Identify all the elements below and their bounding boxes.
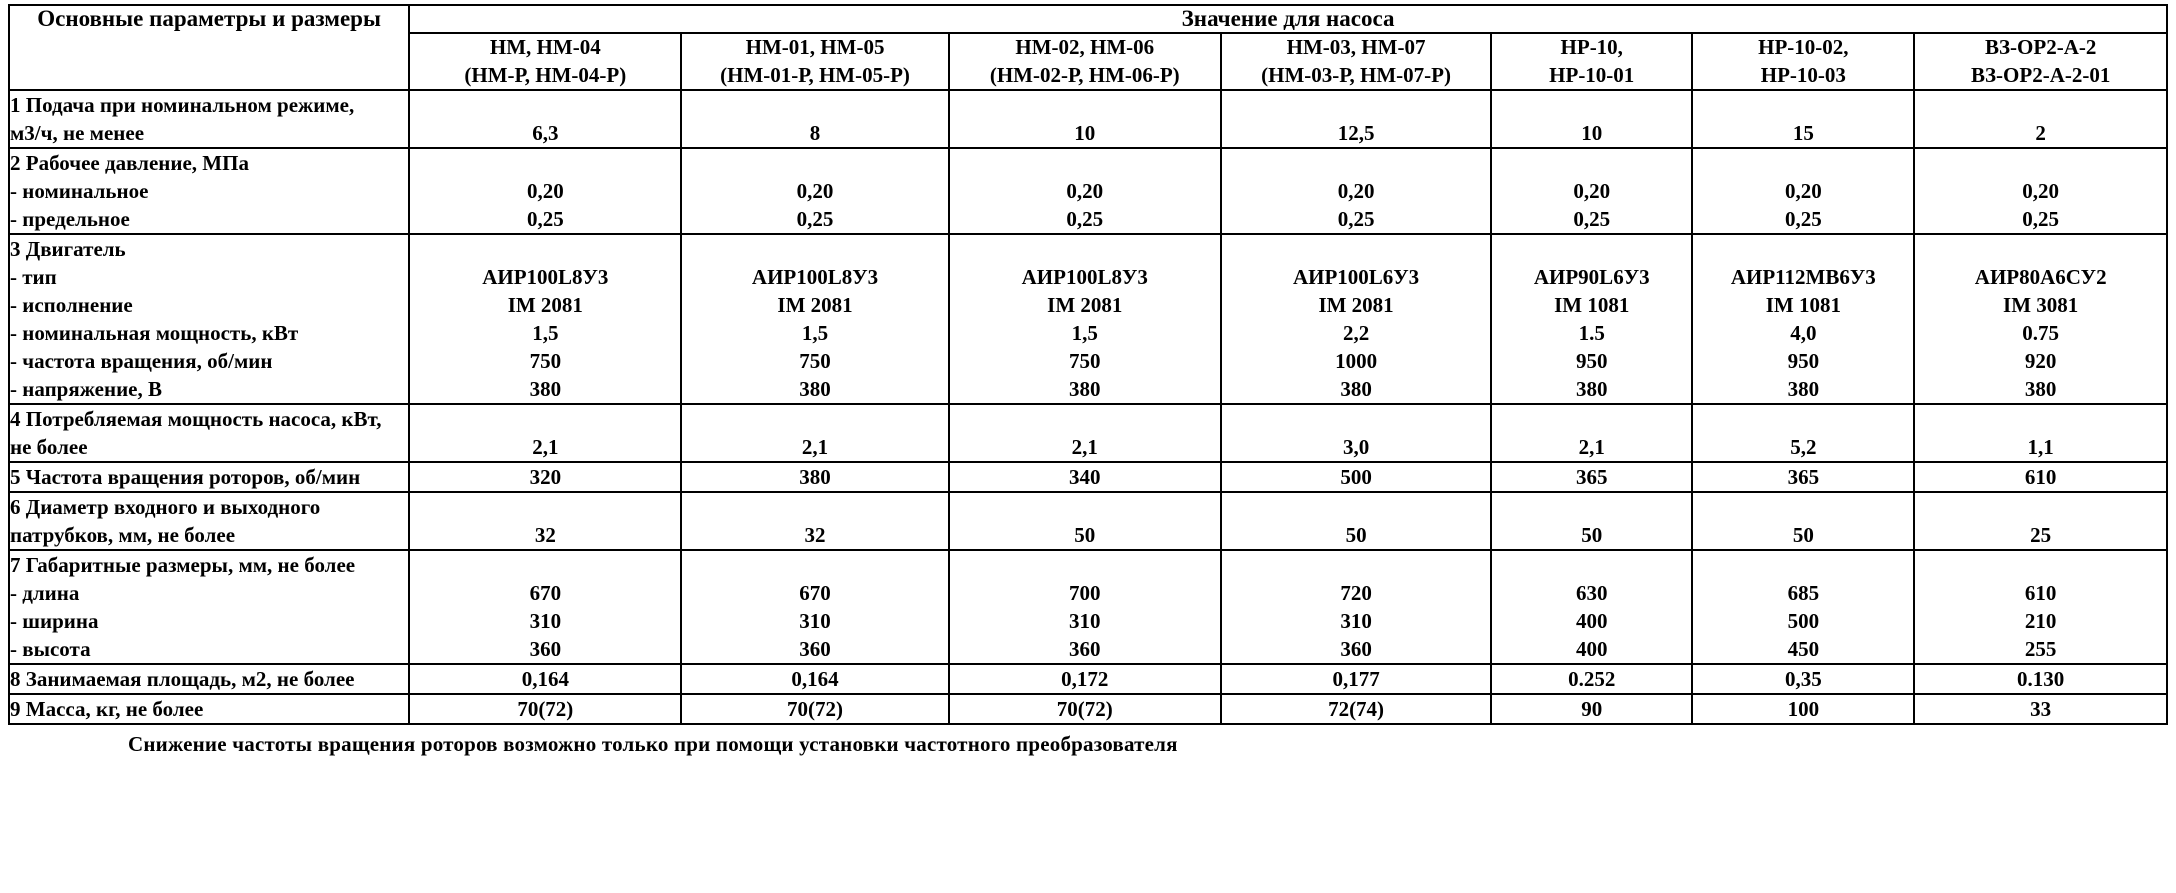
header-column-7-line1: ВЗ-ОР2-А-2 [1984,35,2097,59]
row-8-value-5: 0.252 [1491,664,1692,694]
row-2-value-1: 0,20 0,25 [409,148,681,234]
row-5-value-5: 365 [1491,462,1692,492]
row-2-value-2: 0,20 0,25 [681,148,948,234]
table-row [9,492,2167,550]
header-parameters-title: Основные параметры и размеры [9,5,409,90]
row-2-param-line-2: - номинальное [10,179,149,204]
row-5-value-1: 320 [409,462,681,492]
table-row [9,404,2167,462]
row-7-value-3: 700 310 360 [949,550,1221,664]
table-footnote: Снижение частоты вращения роторов возможно только при помощи установки частотного преобразователя [128,732,1178,757]
table-row [9,550,2167,664]
header-column-2 [681,33,948,90]
row-6-param-line-2: патрубков, мм, не более [10,523,236,548]
header-column-4-line1: НМ-03, НМ-07 [1286,35,1426,59]
row-9-value-5: 90 [1491,694,1692,724]
row-3-param-line-6: - напряжение, В [10,377,163,402]
table-body [9,90,2167,724]
row-5-parameter [9,462,409,492]
table-row [9,90,2167,148]
row-9-parameter [9,694,409,724]
row-8-param-line-1: 8 Занимаемая площадь, м2, не более [10,667,355,692]
row-2-value-7: 0,20 0,25 [1914,148,2167,234]
row-3-param-line-5: - частота вращения, об/мин [10,349,273,374]
row-5-value-3: 340 [949,462,1221,492]
row-7-parameter [9,550,409,664]
row-6-value-1: 32 [409,492,681,550]
header-column-6 [1692,33,1914,90]
row-3-value-4: АИР100L6У3 IM 2081 2,2 1000 380 [1221,234,1491,404]
table-header [9,5,2167,90]
row-9-value-6: 100 [1692,694,1914,724]
header-column-2-line1: НМ-01, НМ-05 [745,35,885,59]
row-1-value-2: 8 [681,90,948,148]
row-3-param-line-3: - исполнение [10,293,133,318]
row-3-param-line-1: 3 Двигатель [10,237,126,262]
row-4-value-1: 2,1 [409,404,681,462]
row-4-value-3: 2,1 [949,404,1221,462]
header-column-3-line2: (НМ-02-Р, НМ-06-Р) [989,62,1180,87]
header-column-6-line1: НР-10-02, [1758,35,1849,59]
header-column-1-line1: НМ, НМ-04 [489,35,601,59]
row-9-value-1: 70(72) [409,694,681,724]
row-5-value-4: 500 [1221,462,1491,492]
row-4-value-2: 2,1 [681,404,948,462]
row-7-param-line-1: 7 Габаритные размеры, мм, не более [10,553,356,578]
header-column-7 [1914,33,2167,90]
row-8-value-4: 0,177 [1221,664,1491,694]
row-6-value-2: 32 [681,492,948,550]
row-6-value-7: 25 [1914,492,2167,550]
row-1-value-3: 10 [949,90,1221,148]
header-column-7-line2: ВЗ-ОР2-А-2-01 [1970,62,2111,87]
table-row [9,664,2167,694]
header-column-6-line2: НР-10-03 [1760,62,1846,87]
row-2-param-line-3: - предельное [10,207,130,232]
row-1-value-7: 2 [1914,90,2167,148]
row-9-value-2: 70(72) [681,694,948,724]
row-2-parameter [9,148,409,234]
row-7-value-7: 610 210 255 [1914,550,2167,664]
row-8-parameter [9,664,409,694]
row-5-param-line-1: 5 Частота вращения роторов, об/мин [10,465,361,490]
row-4-value-5: 2,1 [1491,404,1692,462]
row-9-value-3: 70(72) [949,694,1221,724]
header-column-3 [949,33,1221,90]
row-4-value-7: 1,1 [1914,404,2167,462]
row-9-value-4: 72(74) [1221,694,1491,724]
row-4-param-line-2: не более [10,435,88,460]
row-2-value-6: 0,20 0,25 [1692,148,1914,234]
row-2-value-5: 0,20 0,25 [1491,148,1692,234]
table-row [9,694,2167,724]
row-3-value-6: АИР112МВ6У3 IM 1081 4,0 950 380 [1692,234,1914,404]
row-4-value-6: 5,2 [1692,404,1914,462]
row-1-param-line-2: м3/ч, не менее [10,121,145,146]
row-7-value-5: 630 400 400 [1491,550,1692,664]
row-3-value-7: АИР80А6СУ2 IM 3081 0.75 920 380 [1914,234,2167,404]
row-8-value-1: 0,164 [409,664,681,694]
table-row [9,462,2167,492]
table-row [9,148,2167,234]
row-3-parameter [9,234,409,404]
row-6-parameter [9,492,409,550]
row-8-value-6: 0,35 [1692,664,1914,694]
row-3-value-5: АИР90L6У3 IM 1081 1.5 950 380 [1491,234,1692,404]
header-column-2-line2: (НМ-01-Р, НМ-05-Р) [720,62,910,87]
header-column-1-line2: (НМ-Р, НМ-04-Р) [464,62,627,87]
header-column-5 [1491,33,1692,90]
row-3-param-line-2: - тип [10,265,57,290]
pump-specifications-table [8,4,2168,725]
row-5-value-7: 610 [1914,462,2167,492]
row-3-value-2: АИР100L8У3 IM 2081 1,5 750 380 [681,234,948,404]
row-5-value-2: 380 [681,462,948,492]
header-column-5-line2: НР-10-01 [1549,62,1635,87]
table-row [9,234,2167,404]
header-column-4-line2: (НМ-03-Р, НМ-07-Р) [1261,62,1451,87]
row-4-value-4: 3,0 [1221,404,1491,462]
row-1-value-5: 10 [1491,90,1692,148]
row-3-value-3: АИР100L8У3 IM 2081 1,5 750 380 [949,234,1221,404]
row-6-value-3: 50 [949,492,1221,550]
row-3-value-1: АИР100L8У3 IM 2081 1,5 750 380 [409,234,681,404]
row-7-param-line-2: - длина [10,581,80,606]
row-7-value-4: 720 310 360 [1221,550,1491,664]
row-4-parameter [9,404,409,462]
row-2-param-line-1: 2 Рабочее давление, МПа [10,151,249,176]
row-7-value-1: 670 310 360 [409,550,681,664]
row-7-param-line-3: - ширина [10,609,99,634]
row-8-value-3: 0,172 [949,664,1221,694]
header-column-4 [1221,33,1491,90]
row-9-param-line-1: 9 Масса, кг, не более [10,697,204,722]
row-1-value-4: 12,5 [1221,90,1491,148]
row-6-value-4: 50 [1221,492,1491,550]
row-8-value-2: 0,164 [681,664,948,694]
row-7-value-2: 670 310 360 [681,550,948,664]
row-8-value-7: 0.130 [1914,664,2167,694]
header-column-1 [409,33,681,90]
header-group-title: Значение для насоса [409,5,2167,33]
row-1-value-6: 15 [1692,90,1914,148]
row-7-param-line-4: - высота [10,637,91,662]
row-9-value-7: 33 [1914,694,2167,724]
header-column-3-line1: НМ-02, НМ-06 [1015,35,1155,59]
row-2-value-4: 0,20 0,25 [1221,148,1491,234]
row-1-param-line-1: 1 Подача при номинальном режиме, [10,93,355,118]
row-6-value-6: 50 [1692,492,1914,550]
row-4-param-line-1: 4 Потребляемая мощность насоса, кВт, [10,407,382,432]
row-3-param-line-4: - номинальная мощность, кВт [10,321,299,346]
row-7-value-6: 685 500 450 [1692,550,1914,664]
row-1-parameter [9,90,409,148]
row-6-param-line-1: 6 Диаметр входного и выходного [10,495,321,520]
row-2-value-3: 0,20 0,25 [949,148,1221,234]
row-5-value-6: 365 [1692,462,1914,492]
row-1-value-1: 6,3 [409,90,681,148]
row-6-value-5: 50 [1491,492,1692,550]
header-column-5-line1: НР-10, [1560,35,1623,59]
